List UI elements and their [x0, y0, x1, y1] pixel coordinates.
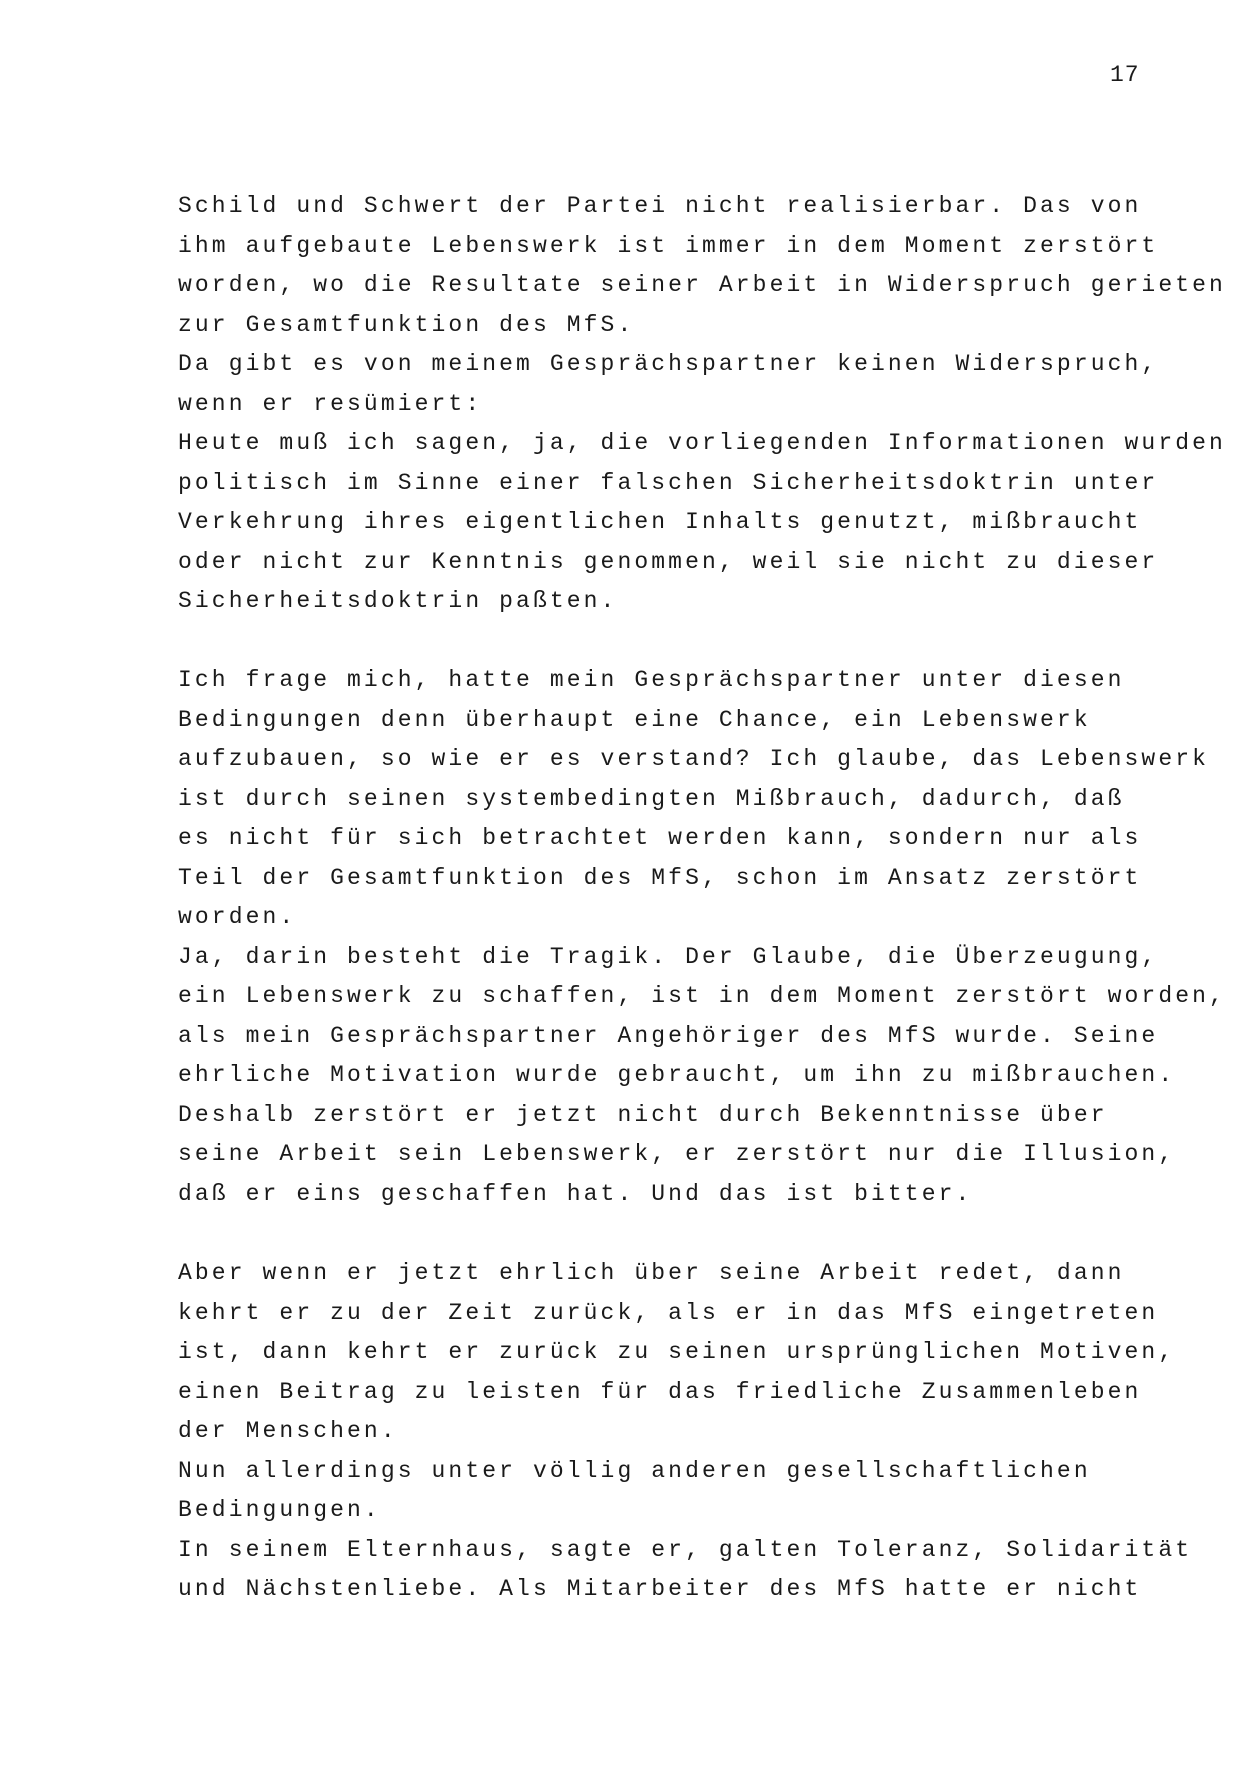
page-number: 17	[1110, 62, 1140, 88]
text-line: In seinem Elternhaus, sagte er, galten Toleranz, Solidarität	[178, 1536, 1193, 1563]
text-line: Ja, darin besteht die Tragik. Der Glaube, die Überzeugung,	[178, 943, 1159, 970]
text-line: kehrt er zu der Zeit zurück, als er in das MfS eingetreten	[178, 1299, 1159, 1326]
text-line: Sicherheitsdoktrin paßten.	[178, 588, 618, 614]
text-line: einen Beitrag zu leisten für das friedliche Zusammenleben	[178, 1378, 1142, 1405]
text-line: oder nicht zur Kenntnis genommen, weil sie nicht zu dieser	[178, 548, 1159, 575]
text-line: Ich frage mich, hatte mein Gesprächspartner unter diesen	[178, 667, 1125, 693]
text-line: ehrliche Motivation wurde gebraucht, um ihn zu mißbrauchen.	[178, 1062, 1176, 1088]
text-line: seine Arbeit sein Lebenswerk, er zerstört nur die Illusion,	[178, 1141, 1176, 1167]
text-line: daß er eins geschaffen hat. Und das ist bitter.	[178, 1180, 973, 1207]
paragraph-2	[178, 661, 1226, 1214]
text-line: ist durch seinen systembedingten Mißbrauch, dadurch, daß	[178, 785, 1125, 812]
text-line: aufzubauen, so wie er es verstand? Ich glaube, das Lebenswerk	[178, 746, 1210, 772]
text-line: Schild und Schwert der Partei nicht realisierbar. Das von	[178, 193, 1142, 219]
text-line: ist, dann kehrt er zurück zu seinen ursprünglichen Motiven,	[178, 1339, 1176, 1365]
text-line: Verkehrung ihres eigentlichen Inhalts genutzt, mißbraucht	[178, 509, 1142, 535]
text-line: zur Gesamtfunktion des MfS.	[178, 311, 635, 338]
text-line: ein Lebenswerk zu schaffen, ist in dem Moment zerstört worden,	[178, 983, 1226, 1009]
text-line: als mein Gesprächspartner Angehöriger des MfS wurde. Seine	[178, 1022, 1159, 1049]
text-line: Da gibt es von meinem Gesprächspartner keinen Widerspruch,	[178, 351, 1159, 377]
text-line: wenn er resümiert:	[178, 390, 483, 417]
text-line: Bedingungen denn überhaupt eine Chance, ein Lebenswerk	[178, 706, 1091, 733]
text-line: und Nächstenliebe. Als Mitarbeiter des MfS hatte er nicht	[178, 1576, 1142, 1602]
text-line: Deshalb zerstört er jetzt nicht durch Bekenntnisse über	[178, 1101, 1108, 1128]
text-line: Aber wenn er jetzt ehrlich über seine Arbeit redet, dann	[178, 1260, 1125, 1286]
text-line: es nicht für sich betrachtet werden kann, sondern nur als	[178, 825, 1142, 851]
text-line: worden, wo die Resultate seiner Arbeit in Widerspruch gerieten	[178, 272, 1226, 298]
paragraph-1	[178, 187, 1226, 622]
text-line: worden.	[178, 904, 297, 930]
text-line: Nun allerdings unter völlig anderen gesellschaftlichen	[178, 1457, 1091, 1484]
text-line: Bedingungen.	[178, 1497, 381, 1523]
paragraph-3	[178, 1254, 1198, 1610]
text-line: politisch im Sinne einer falschen Sicherheitsdoktrin unter	[178, 469, 1159, 496]
text-line: der Menschen.	[178, 1418, 398, 1444]
text-line: Teil der Gesamtfunktion des MfS, schon im Ansatz zerstört	[178, 864, 1142, 891]
text-line: ihm aufgebaute Lebenswerk ist immer in dem Moment zerstört	[178, 232, 1159, 259]
text-line: Heute muß ich sagen, ja, die vorliegenden Informationen wurden	[178, 430, 1226, 456]
